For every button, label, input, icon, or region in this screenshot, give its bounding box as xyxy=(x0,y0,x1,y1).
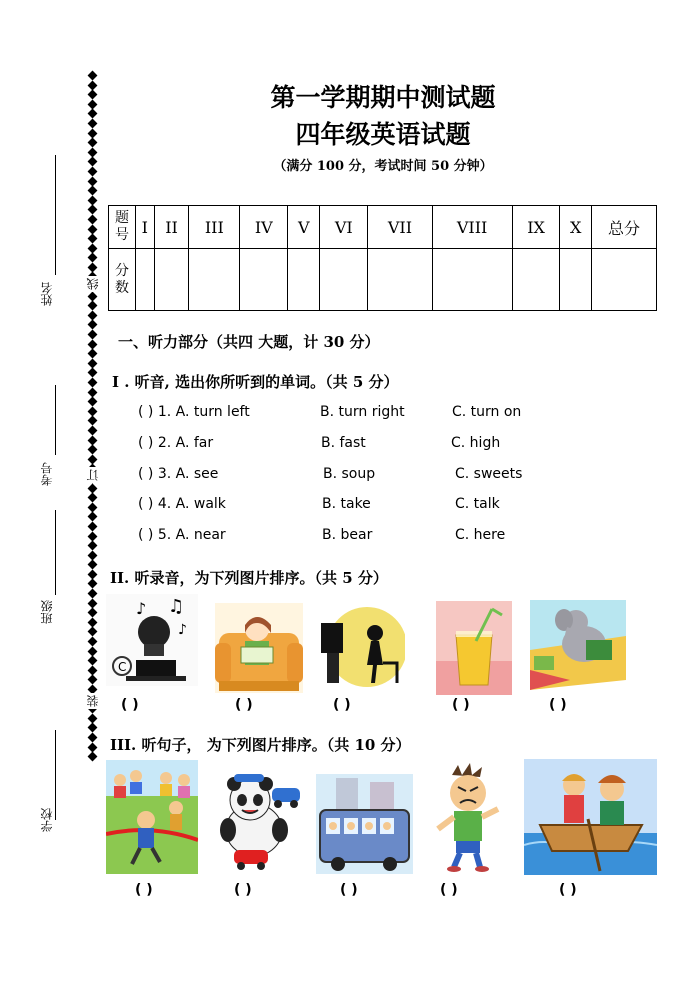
score-cell[interactable] xyxy=(154,249,189,311)
col-header: IV xyxy=(240,206,288,249)
panda-with-toy-cars-picture xyxy=(214,770,304,874)
bus-with-passengers-picture xyxy=(316,774,413,874)
page-subtitle-grade: 四年级英语试题 xyxy=(295,120,471,149)
score-table xyxy=(108,205,657,311)
svg-text:♫: ♫ xyxy=(168,596,185,617)
col-header: I xyxy=(136,206,155,249)
row-header-score: 分数 xyxy=(109,249,136,311)
question-2-option-b: B. fast xyxy=(321,435,366,451)
question-2: ( ) 2. A. far xyxy=(138,435,214,451)
score-cell[interactable] xyxy=(136,249,155,311)
question-3-option-c: C. sweets xyxy=(455,466,523,482)
section-three-heading: III. 听句子， 为下列图片排序。（共 10 分） xyxy=(110,736,411,754)
col-header: VII xyxy=(368,206,432,249)
answer-blank[interactable]: ( ) xyxy=(440,882,458,898)
page-title: 第一学期期中测试题 xyxy=(270,83,496,112)
answer-blank[interactable]: ( ) xyxy=(333,697,351,713)
diamond-mark xyxy=(87,541,97,551)
answer-blank[interactable]: ( ) xyxy=(135,882,153,898)
answer-blank[interactable]: ( ) xyxy=(121,697,139,713)
score-cell-total[interactable] xyxy=(592,249,657,311)
school-label: 学校 xyxy=(40,808,54,832)
score-cell[interactable] xyxy=(189,249,240,311)
row-header-question: 题号 xyxy=(109,206,136,249)
diamond-mark xyxy=(87,752,97,762)
angry-boy-jumping-picture xyxy=(424,763,512,875)
class-label: 班级 xyxy=(40,600,54,624)
question-2-option-c: C. high xyxy=(451,435,501,451)
col-header: X xyxy=(560,206,592,249)
score-cell[interactable] xyxy=(320,249,368,311)
score-cell[interactable] xyxy=(288,249,320,311)
svg-text:♪: ♪ xyxy=(178,622,187,638)
question-4-option-b: B. take xyxy=(322,496,371,512)
question-4-option-c: C. talk xyxy=(455,496,500,512)
children-running-race-picture xyxy=(106,760,198,874)
shadow-scene-picture xyxy=(321,603,405,691)
question-1-option-b: B. turn right xyxy=(320,404,405,420)
score-cell[interactable] xyxy=(512,249,560,311)
question-5-option-b: B. bear xyxy=(322,527,373,543)
svg-text:♪: ♪ xyxy=(136,599,147,618)
diamond-mark xyxy=(87,589,97,599)
col-header: IX xyxy=(512,206,560,249)
diamond-mark xyxy=(87,234,97,244)
class-line xyxy=(55,510,56,595)
glass-of-juice-picture xyxy=(436,601,512,695)
girl-reading-on-sofa-picture xyxy=(215,603,303,693)
col-header: II xyxy=(154,206,189,249)
binding-diamond-border xyxy=(86,70,98,915)
question-1-option-c: C. turn on xyxy=(452,404,522,420)
answer-blank[interactable]: ( ) xyxy=(549,697,567,713)
answer-blank[interactable]: ( ) xyxy=(452,697,470,713)
diamond-mark xyxy=(87,214,97,224)
exam-number-line xyxy=(55,385,56,455)
score-cell[interactable] xyxy=(432,249,512,311)
col-header: VIII xyxy=(432,206,512,249)
diamond-mark xyxy=(87,637,97,647)
answer-blank[interactable]: ( ) xyxy=(235,697,253,713)
diamond-mark xyxy=(87,330,97,340)
col-header: VI xyxy=(320,206,368,249)
answer-blank[interactable]: ( ) xyxy=(234,882,252,898)
exam-number-label: 考号 xyxy=(40,462,54,486)
elephant-on-bed-picture xyxy=(530,600,626,690)
question-4: ( ) 4. A. walk xyxy=(138,496,226,512)
answer-blank[interactable]: ( ) xyxy=(340,882,358,898)
question-5: ( ) 5. A. near xyxy=(138,527,226,543)
question-5-option-c: C. here xyxy=(455,527,506,543)
col-header: III xyxy=(189,206,240,249)
question-3: ( ) 3. A. see xyxy=(138,466,219,482)
svg-text:C: C xyxy=(118,660,127,674)
name-label: 姓名 xyxy=(40,282,54,306)
score-cell[interactable] xyxy=(368,249,432,311)
diamond-mark xyxy=(87,733,97,743)
section-two-heading: II. 听录音，为下列图片排序。（共 5 分） xyxy=(110,569,388,587)
exam-info: （满分 100 分，考试时间 50 分钟） xyxy=(273,159,493,174)
music-listening-picture xyxy=(106,594,198,686)
answer-blank[interactable]: ( ) xyxy=(559,882,577,898)
part-one-heading: 一、听力部分（共四 大题，计 30 分） xyxy=(118,333,380,351)
diamond-mark xyxy=(87,378,97,388)
score-cell[interactable] xyxy=(560,249,592,311)
col-header-total: 总分 xyxy=(592,206,657,249)
score-cell[interactable] xyxy=(240,249,288,311)
binding-mark-xian: 线 xyxy=(86,278,100,290)
school-line xyxy=(55,730,56,820)
diamond-mark xyxy=(87,521,97,531)
binding-mark-zhuang: 装 xyxy=(86,695,100,707)
binding-mark-ding: 订 xyxy=(86,469,100,481)
question-3-option-b: B. soup xyxy=(323,466,376,482)
diamond-mark xyxy=(87,426,97,436)
section-one-heading: I . 听音, 选出你所听到的单词。（共 5 分） xyxy=(112,373,399,391)
boys-in-boat-picture xyxy=(524,759,657,875)
question-1: ( ) 1. A. turn left xyxy=(138,404,250,420)
col-header: V xyxy=(288,206,320,249)
